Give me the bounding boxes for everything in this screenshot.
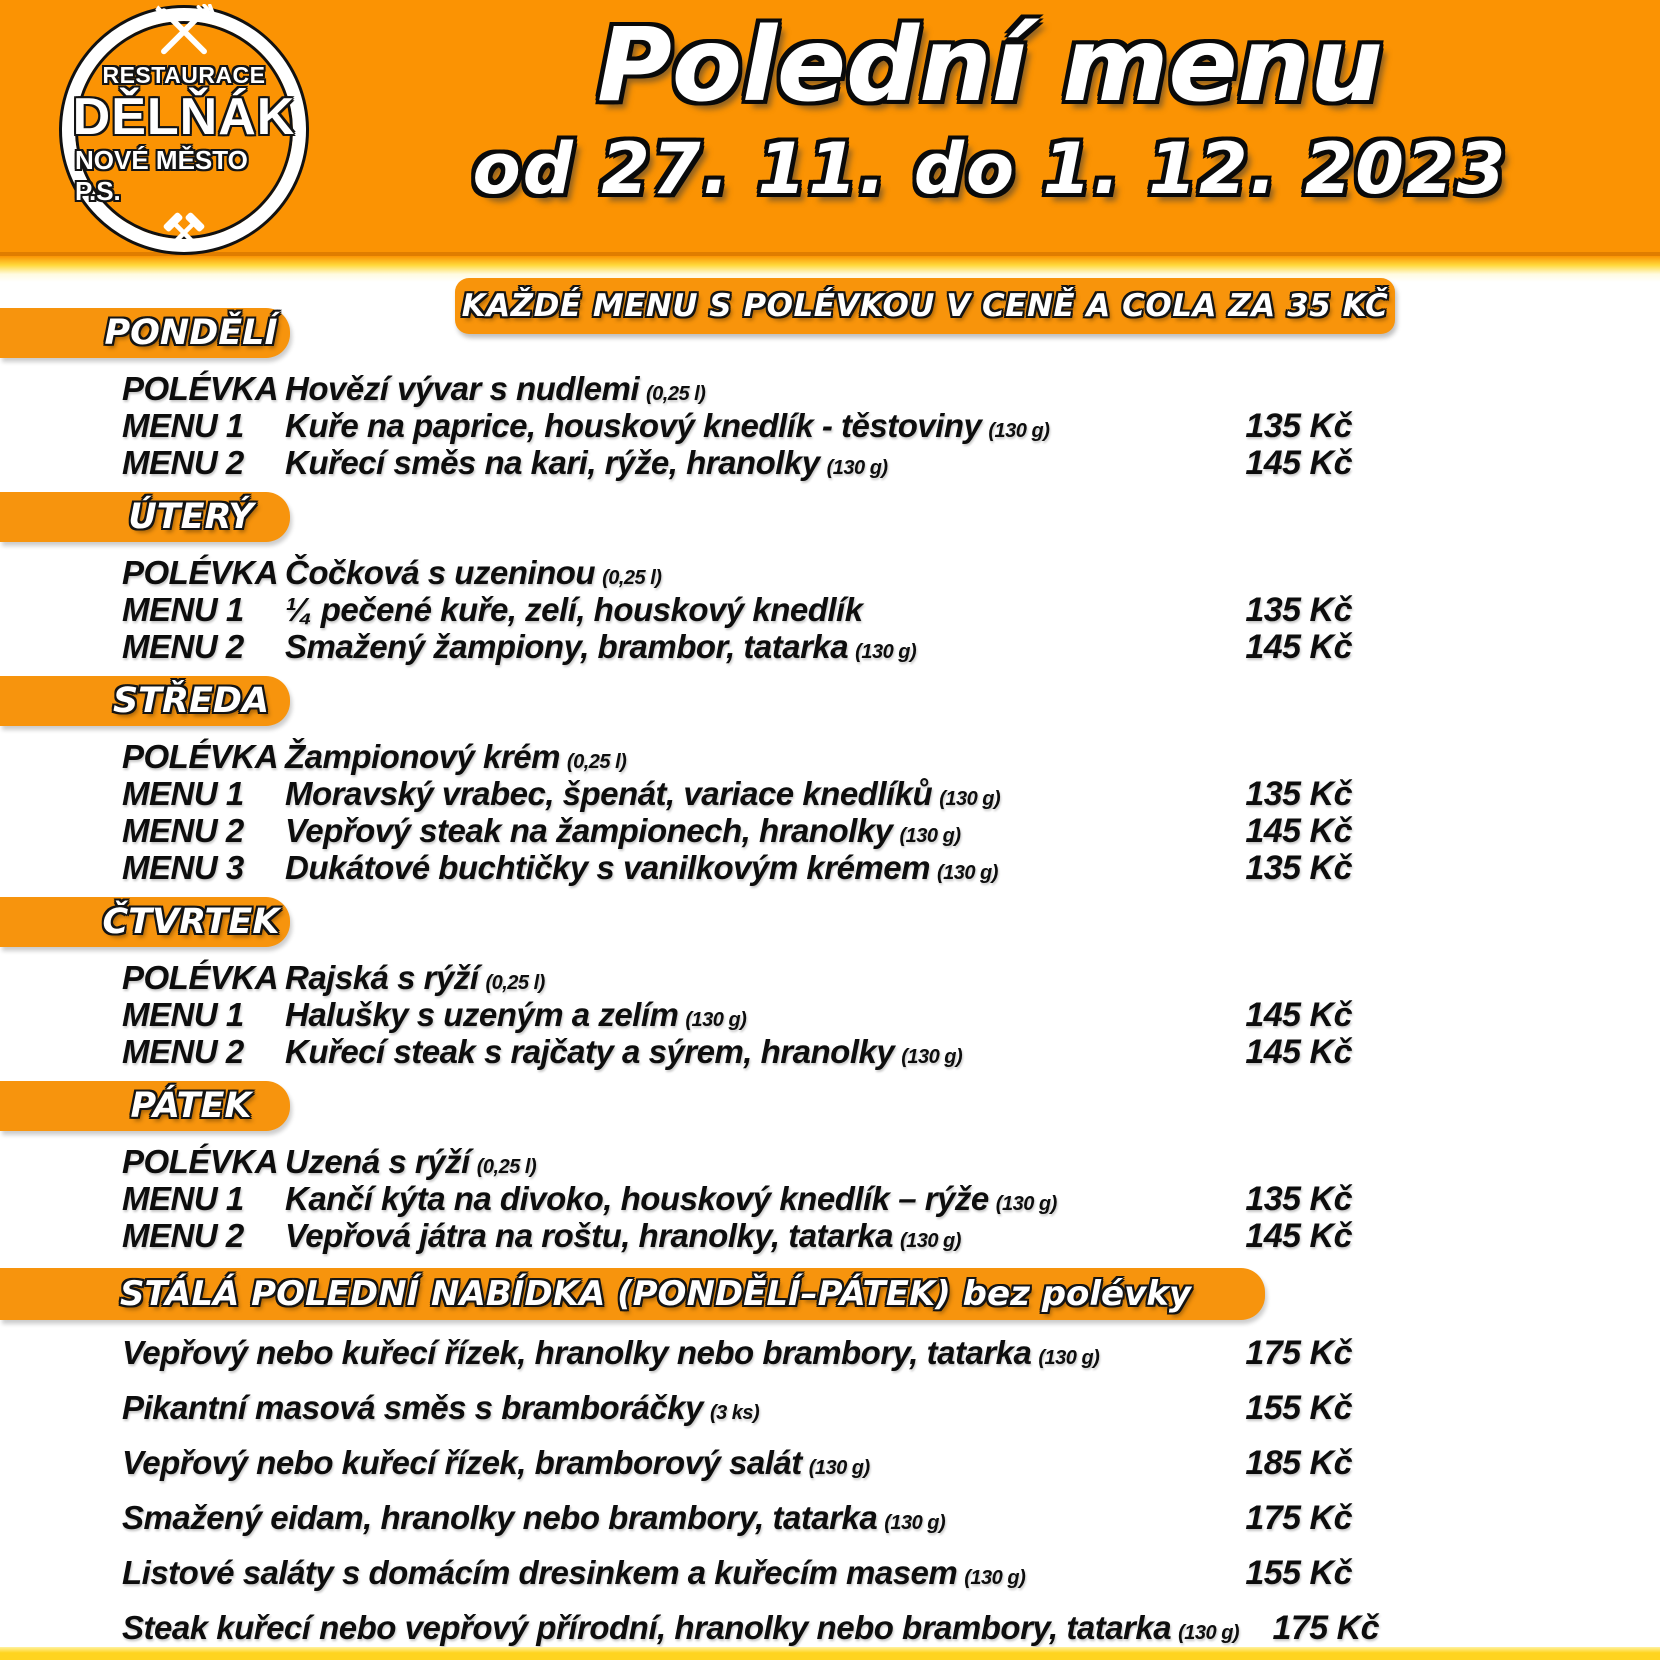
- price: 135 Kč: [1245, 849, 1352, 887]
- portion-note: (130 g): [899, 1230, 961, 1252]
- promo-banner: KAŽDÉ MENU S POLÉVKOU V CENĚ A COLA ZA 35 KČ: [455, 278, 1395, 334]
- menu-row: [0, 959, 1660, 996]
- dish-name: Halušky s uzeným a zelím (130 g): [285, 996, 747, 1033]
- dish-name: Smažený žampiony, brambor, tatarka (130 g): [285, 628, 917, 665]
- header: [0, 0, 1660, 256]
- price: 145 Kč: [1245, 996, 1352, 1034]
- day-section-wednesday: [0, 676, 1660, 886]
- portion-note: (130 g): [899, 825, 961, 847]
- portion-note: (130 g): [936, 862, 998, 884]
- portion-note: (130 g): [901, 1046, 963, 1068]
- row-label: MENU 1: [122, 407, 244, 444]
- standing-offer-list: [0, 1334, 1660, 1664]
- menu-row: [0, 554, 1660, 591]
- price: 175 Kč: [1272, 1609, 1380, 1647]
- portion-note: (0,25 l): [566, 751, 627, 773]
- row-label: MENU 2: [122, 1217, 244, 1254]
- portion-note: (0,25 l): [485, 972, 545, 994]
- menu-row: [0, 849, 1660, 886]
- menu-row: [0, 738, 1660, 775]
- portion-note: (0,25 l): [476, 1156, 537, 1178]
- row-label: MENU 2: [122, 812, 244, 849]
- logo-city-text: NOVÉ MĚSTO P.S.: [75, 144, 248, 206]
- day-label: ÚTERÝ: [0, 492, 290, 542]
- menu-row: [0, 1334, 1660, 1389]
- portion-note: (130 g): [995, 1193, 1057, 1215]
- dish-name: Uzená s rýží (0,25 l): [285, 1143, 537, 1180]
- logo-delnak-text: DĚLŇÁK: [72, 87, 296, 146]
- day-section-friday: [0, 1081, 1660, 1254]
- row-label: MENU 1: [122, 591, 244, 628]
- menu-row: [0, 628, 1660, 665]
- menu-row: [0, 370, 1660, 407]
- crossed-hammers-icon: [151, 209, 217, 257]
- price: 155 Kč: [1245, 1389, 1352, 1427]
- standing-offer-banner: STÁLÁ POLEDNÍ NABÍDKA (PONDĚLÍ–PÁTEK) bez polévky: [0, 1268, 1265, 1320]
- row-label: POLÉVKA: [122, 738, 279, 775]
- day-label: ČTVRTEK: [0, 897, 290, 947]
- portion-note: (130 g): [826, 457, 888, 479]
- dish-name: Žampionový krém (0,25 l): [285, 738, 627, 775]
- portion-note: (130 g): [685, 1009, 747, 1031]
- logo-restaurace-text: RESTAURACE: [102, 61, 266, 88]
- portion-note: (0,25 l): [602, 567, 662, 589]
- menu-row: [0, 1143, 1660, 1180]
- page-title: Polední menu: [597, 6, 1383, 125]
- price: 175 Kč: [1245, 1334, 1352, 1372]
- menu-row: [0, 1499, 1660, 1554]
- portion-note: (130 g): [808, 1457, 870, 1479]
- dish-name: Dukátové buchtičky s vanilkovým krémem (130 g): [285, 849, 998, 886]
- price: 155 Kč: [1245, 1554, 1352, 1592]
- row-label: POLÉVKA: [122, 370, 279, 407]
- dish-name: Steak kuřecí nebo vepřový přírodní, hranolky nebo brambory, tatarka (130 g): [122, 1609, 1240, 1646]
- portion-note: (130 g): [964, 1567, 1026, 1589]
- page-subtitle: od 27. 11. do 1. 12. 2023: [472, 128, 1508, 211]
- portion-note: (130 g): [1038, 1347, 1100, 1369]
- dish-name: ¼ pečené kuře, zelí, houskový knedlík: [285, 591, 863, 628]
- price: 185 Kč: [1245, 1444, 1352, 1482]
- dish-name: Listové saláty s domácím dresinkem a kuřecím masem (130 g): [122, 1554, 1026, 1591]
- portion-note: (130 g): [988, 420, 1050, 442]
- fork-knife-icon: [148, 4, 220, 60]
- row-label: POLÉVKA: [122, 554, 279, 591]
- row-label: MENU 3: [122, 849, 244, 886]
- price: 145 Kč: [1245, 444, 1352, 482]
- row-label: POLÉVKA: [122, 1143, 279, 1180]
- price: 145 Kč: [1245, 1033, 1352, 1071]
- title-block: [330, 6, 1650, 211]
- menu-area: [0, 282, 1660, 1664]
- day-section-thursday: [0, 897, 1660, 1070]
- menu-row: [0, 1217, 1660, 1254]
- menu-row: [0, 1033, 1660, 1070]
- dish-name: Čočková s uzeninou (0,25 l): [285, 554, 662, 591]
- portion-note: (0,25 l): [645, 383, 706, 405]
- dish-name: Vepřová játra na roštu, hranolky, tatarka (130 g): [285, 1217, 961, 1254]
- menu-row: [0, 996, 1660, 1033]
- restaurant-logo: [62, 8, 306, 252]
- row-label: MENU 1: [122, 996, 244, 1033]
- dish-name: Smažený eidam, hranolky nebo brambory, tatarka (130 g): [122, 1499, 946, 1536]
- row-label: MENU 1: [122, 775, 244, 812]
- price: 135 Kč: [1245, 1180, 1352, 1218]
- dish-name: Moravský vrabec, špenát, variace knedlíků (130 g): [285, 775, 1001, 812]
- price: 135 Kč: [1245, 591, 1352, 629]
- menu-row: [0, 775, 1660, 812]
- dish-name: Vepřový nebo kuřecí řízek, bramborový salát (130 g): [122, 1444, 870, 1481]
- price: 175 Kč: [1245, 1499, 1352, 1537]
- row-label: MENU 1: [122, 1180, 244, 1217]
- day-label: PÁTEK: [0, 1081, 290, 1131]
- day-label: STŘEDA: [0, 676, 290, 726]
- portion-note: (130 g): [855, 641, 917, 663]
- price: 135 Kč: [1245, 407, 1352, 445]
- row-label: POLÉVKA: [122, 959, 279, 996]
- day-label: PONDĚLÍ: [0, 308, 290, 358]
- price: 135 Kč: [1245, 775, 1352, 813]
- price: 145 Kč: [1245, 1217, 1352, 1255]
- menu-row: [0, 812, 1660, 849]
- bottom-yellow-bar: [0, 1647, 1660, 1660]
- menu-row: [0, 1554, 1660, 1609]
- menu-row: [0, 1180, 1660, 1217]
- portion-note: (130 g): [939, 788, 1001, 810]
- menu-row: [0, 591, 1660, 628]
- day-section-tuesday: [0, 492, 1660, 665]
- menu-row: [0, 444, 1660, 481]
- portion-note: (3 ks): [709, 1402, 760, 1424]
- dish-name: Hovězí vývar s nudlemi (0,25 l): [285, 370, 706, 407]
- portion-note: (130 g): [884, 1512, 946, 1534]
- menu-row: [0, 1444, 1660, 1499]
- dish-name: Kančí kýta na divoko, houskový knedlík – rýže (130 g): [285, 1180, 1057, 1217]
- menu-row: [0, 407, 1660, 444]
- dish-name: Vepřový steak na žampionech, hranolky (130 g): [285, 812, 961, 849]
- dish-name: Pikantní masová směs s bramboráčky (3 ks): [122, 1389, 760, 1426]
- dish-name: Rajská s rýží (0,25 l): [285, 959, 545, 996]
- row-label: MENU 2: [122, 628, 244, 665]
- row-label: MENU 2: [122, 444, 244, 481]
- price: 145 Kč: [1245, 628, 1352, 666]
- menu-row: [0, 1389, 1660, 1444]
- dish-name: Vepřový nebo kuřecí řízek, hranolky nebo brambory, tatarka (130 g): [122, 1334, 1100, 1371]
- price: 145 Kč: [1245, 812, 1352, 850]
- portion-note: (130 g): [1178, 1622, 1240, 1644]
- dish-name: Kuřecí steak s rajčaty a sýrem, hranolky (130 g): [285, 1033, 963, 1070]
- dish-name: Kuřecí směs na kari, rýže, hranolky (130 g): [285, 444, 888, 481]
- dish-name: Kuře na paprice, houskový knedlík - těstoviny (130 g): [285, 407, 1050, 444]
- row-label: MENU 2: [122, 1033, 244, 1070]
